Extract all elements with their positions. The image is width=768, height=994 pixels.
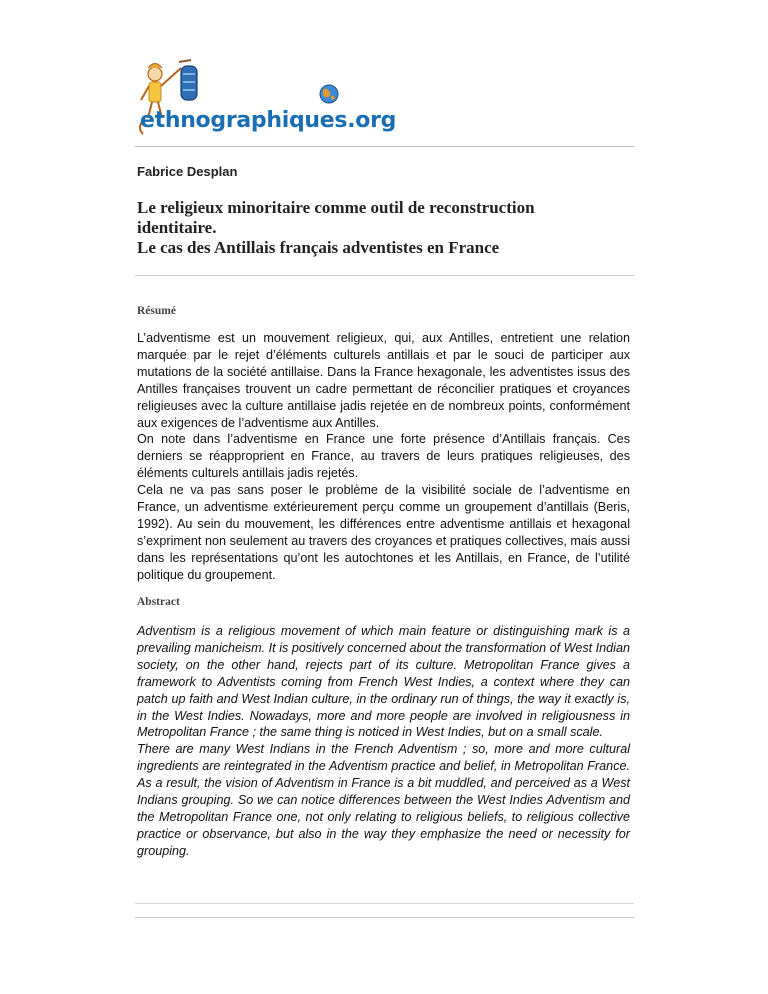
- author-name: Fabrice Desplan: [137, 164, 238, 179]
- bottom-divider: [135, 917, 634, 918]
- globe-icon: [320, 85, 338, 103]
- abstract-paragraph: There are many West Indians in the French Adventism ; so, more and more cultural ingredients are reintegrated in the Adventism practice and belief, in Metropolitan France. As a result, the vision of Adventism in France is a bit muddled, and perceived as a West Indians grouping. So we can notice differences between the West Indies Adventism and the Metropolitan France one, not only relating to religious beliefs, to religious collective practice or observance, but also in the way they emphasize the need or necessity for grouping.: [137, 742, 630, 858]
- abstract-body: [137, 623, 630, 860]
- resume-body: [137, 330, 630, 584]
- title-line: Le religieux minoritaire comme outil de reconstruction: [137, 198, 535, 217]
- resume-paragraph: Cela ne va pas sans poser le problème de la visibilité sociale de l’adventisme en France, un adventisme extérieurement perçu comme un groupement d’antillais (Beris, 1992). Au sein du mouvement, les différences entre adventisme antillais et hexagonal s’expriment non seulement au travers des croyances et pratiques collectives, mais aussi dans les représentations qu’ont les autochtones et les Antillais, en France, de l’utilité politique du groupement.: [137, 483, 630, 582]
- abstract-heading: Abstract: [137, 596, 180, 608]
- logo-wordmark[interactable]: ethnographiques.org: [140, 108, 397, 133]
- resume-paragraph: On note dans l’adventisme en France une forte présence d’Antillais français. Ces derniers se réapproprient en France, au travers de leurs pratiques religieuses, des éléments culturels antillais jadis rejetés.: [137, 432, 630, 481]
- title-line: Le cas des Antillais français adventistes en France: [137, 238, 500, 257]
- resume-heading: Résumé: [137, 305, 176, 317]
- title-divider: [135, 275, 634, 276]
- abstract-paragraph: Adventism is a religious movement of which main feature or distinguishing mark is a prevailing manicheism. It is positively concerned about the transformation of West Indian society, on the other hand, rejects part of its culture. Metropolitan France gives a framework to Adventists coming from French West Indies, a context where they can patch up faith and West Indian culture, in the ordinary run of things, the way it exactly is, in the West Indies. Nowadays, more and more people are involved in religiousness in Metropolitan France ; the same thing is noticed in West Indies, but on a small scale.: [137, 624, 630, 740]
- top-divider: [135, 146, 634, 147]
- article-title: [137, 198, 632, 258]
- title-line: identitaire.: [137, 218, 217, 237]
- bottom-divider: [135, 903, 634, 904]
- resume-paragraph: L’adventisme est un mouvement religieux, qui, aux Antilles, entretient une relation marquée par le rejet d’éléments culturels antillais et par le souci de participer aux mutations de la société antillaise. Dans la France hexagonale, les adventistes issus des Antilles françaises trouvent un cadre permettant de réconcilier pratiques et croyances religieuses avec la culture antillaise jadis rejetée en de nombreux points, conformément aux exigences de l’adventisme aux Antilles.: [137, 331, 630, 430]
